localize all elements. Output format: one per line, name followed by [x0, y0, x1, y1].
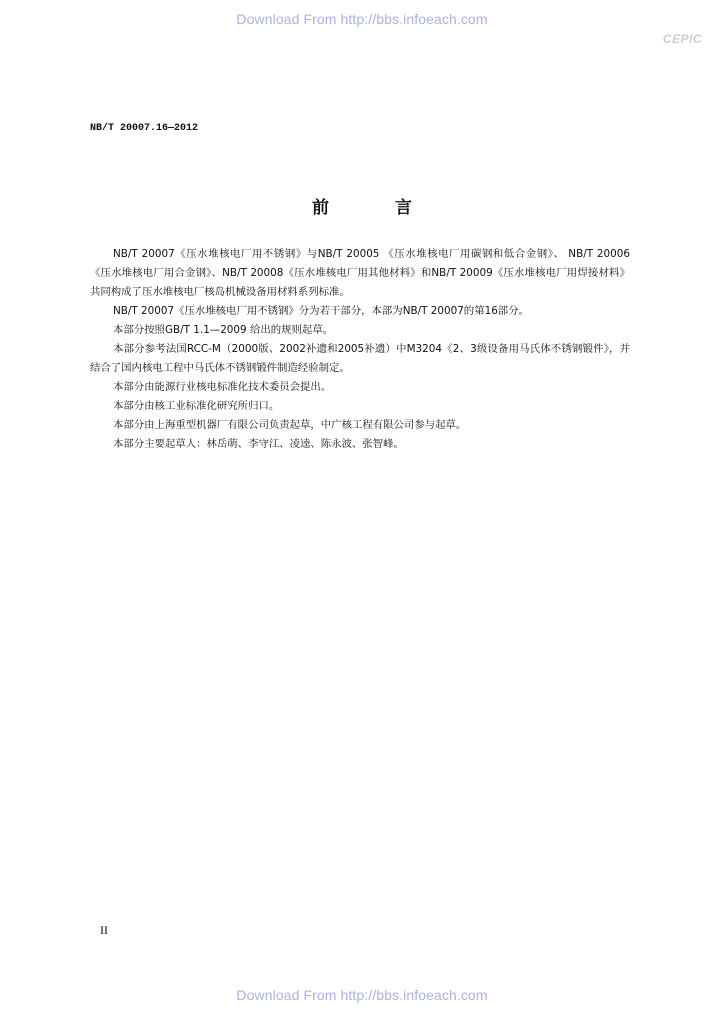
paragraph-drafting-units: 本部分由上海重型机器厂有限公司负责起草，中广核工程有限公司参与起草。: [113, 419, 467, 431]
page-title: 前 言: [312, 198, 442, 218]
paragraph-reference: 本部分参考法国RCC-M（2000版、2002补遗和2005补遗）中M3204《2、3级设备用马氏体不锈钢锻件》，并结合了国内核电工程中马氏体不锈钢锻件制造经验制定。: [90, 343, 630, 374]
foreword-body: [90, 245, 630, 454]
paragraph-part-info: NB/T 20007《压水堆核电厂用不锈钢》分为若干部分，本部为NB/T 20007的第16部分。: [113, 305, 529, 317]
cepic-logo: CEPIC: [662, 32, 702, 46]
paragraph-drafting-rules: 本部分按照GB/T 1.1—2009 给出的规则起草。: [113, 324, 334, 336]
paragraph-proposer: 本部分由能源行业核电标准化技术委员会提出。: [113, 381, 332, 393]
paragraph-drafters: 本部分主要起草人：林岳萌、李守江、凌逵、陈永波、张智峰。: [113, 438, 404, 450]
paragraph-administrator: 本部分由核工业标准化研究所归口。: [113, 400, 280, 412]
watermark-top: Download From http://bbs.infoeach.com: [236, 11, 488, 27]
paragraph-series-description: NB/T 20007《压水堆核电厂用不锈钢》与NB/T 20005 《压水堆核电厂用碳钢和低合金钢》、 NB/T 20006《压水堆核电厂用合金钢》、NB/T 20008《压水堆核电厂用其他材料》和NB/T 20009《压水堆核电厂用焊接材料》共同构成了压水堆核电厂核岛机械设备用材料系列标准。: [90, 248, 630, 298]
page-number: II: [100, 923, 108, 937]
standard-number: NB/T 20007.16—2012: [90, 123, 199, 134]
watermark-bottom: Download From http://bbs.infoeach.com: [236, 987, 488, 1003]
